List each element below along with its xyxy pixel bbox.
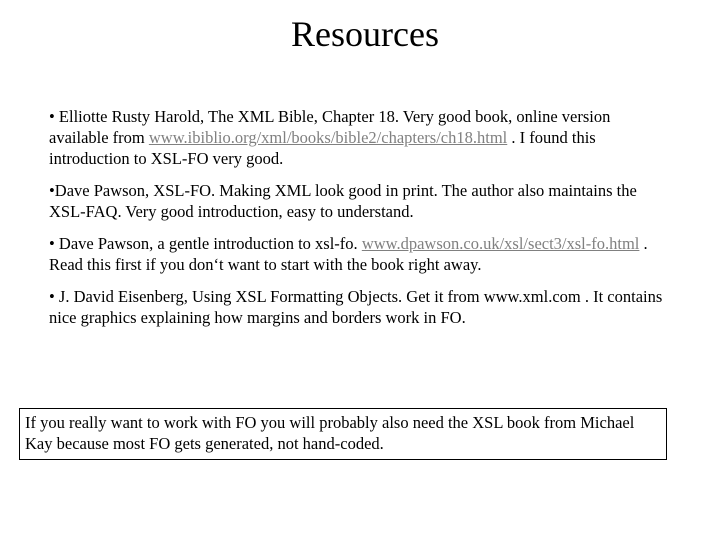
resource-text: •Dave Pawson, XSL-FO. Making XML look good in print. The author also maintains the XSL-FAQ. Very good introduction, easy to understand. <box>49 181 637 221</box>
resource-text: . Read this first if you don‘t want to start with the book right away. <box>49 234 648 274</box>
note-text: If you really want to work with FO you will probably also need the XSL book from Michael Kay because most FO gets generated, not hand-coded. <box>25 413 635 453</box>
resource-text: . I found this introduction to XSL-FO very good. <box>49 128 596 168</box>
resource-item-eisenberg <box>49 286 669 328</box>
resource-text: • J. David Eisenberg, Using XSL Formatting Objects. Get it from www.xml.com . It contains nice graphics explaining how margins and borders work in FO. <box>49 287 663 327</box>
resource-item-pawson-gentle-intro <box>49 233 669 275</box>
resource-text: • Elliotte Rusty Harold, The XML Bible, Chapter 18. Very good book, online version available from <box>49 107 611 147</box>
ibiblio-link[interactable]: www.ibiblio.org/xml/books/bible2/chapters/ch18.html <box>148 128 508 147</box>
resource-text: • Dave Pawson, a gentle introduction to xsl-fo. <box>49 234 362 253</box>
resource-item-harold <box>49 106 669 169</box>
slide-title: Resources <box>291 14 439 54</box>
dpawson-link[interactable]: www.dpawson.co.uk/xsl/sect3/xsl-fo.html <box>361 234 640 253</box>
resource-item-pawson-xsl-fo <box>49 180 669 222</box>
note-box <box>19 408 667 460</box>
resource-list <box>49 106 669 339</box>
